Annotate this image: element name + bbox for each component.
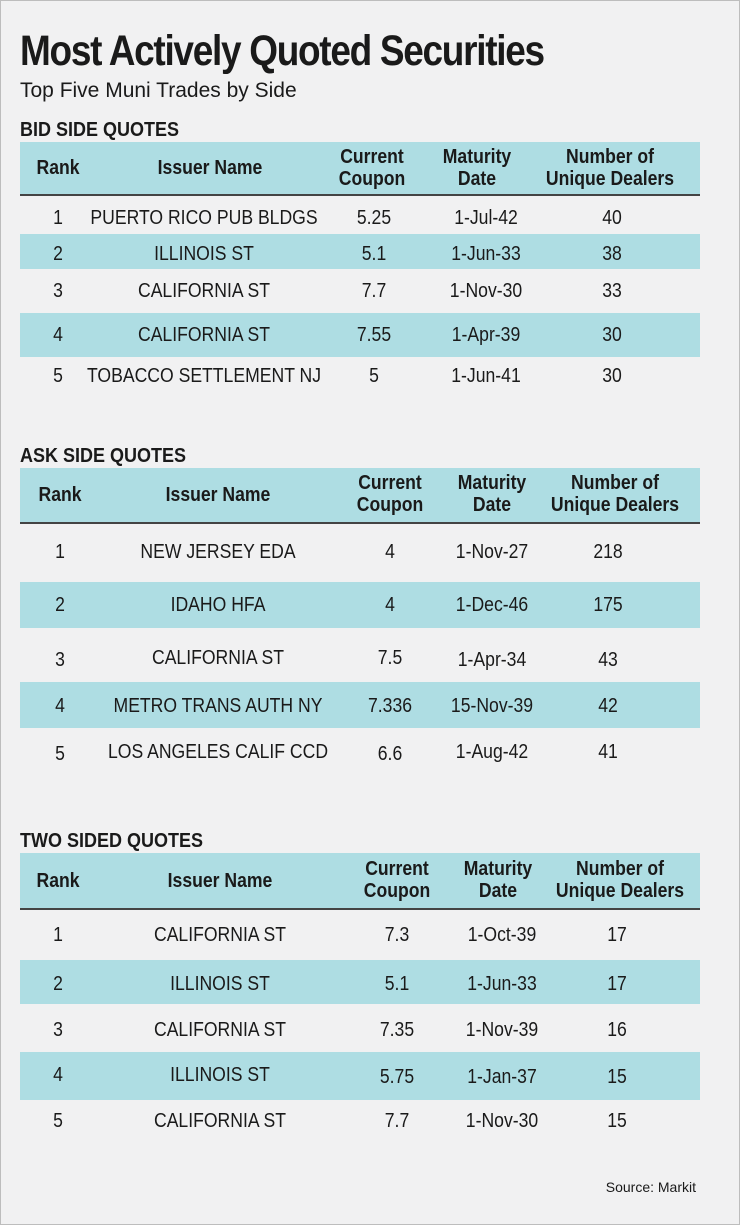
cell-dealers: 41 — [598, 741, 618, 763]
cell-coupon: 7.7 — [384, 1110, 410, 1132]
cell-issuer: CALIFORNIA ST — [153, 1019, 287, 1041]
header-rank: Rank — [38, 484, 82, 506]
header-maturity: Maturity Date — [463, 858, 533, 902]
cell-issuer: TOBACCO SETTLEMENT NJ — [86, 365, 322, 387]
page-title: Most Actively Quoted Securities — [20, 27, 544, 75]
table-header — [20, 853, 700, 910]
header-coupon: Current Coupon — [356, 472, 424, 516]
cell-maturity: 1-Jun-33 — [451, 243, 521, 265]
table-row — [20, 728, 700, 772]
cell-rank: 1 — [53, 207, 63, 229]
cell-coupon: 4 — [385, 594, 395, 616]
page-subtitle: Top Five Muni Trades by Side — [20, 79, 297, 102]
header-issuer: Issuer Name — [167, 870, 273, 892]
header-coupon: Current Coupon — [363, 858, 431, 902]
section-title-bid: BID SIDE QUOTES — [20, 119, 180, 141]
table-row — [20, 357, 700, 395]
cell-dealers: 30 — [602, 365, 622, 387]
table-row — [20, 1052, 700, 1100]
cell-maturity: 1-Dec-46 — [455, 594, 529, 616]
table-header — [20, 468, 700, 524]
cell-coupon: 7.5 — [377, 647, 403, 669]
cell-issuer: CALIFORNIA ST — [153, 1110, 287, 1132]
table-row — [20, 1100, 700, 1142]
section-title-ask: ASK SIDE QUOTES — [20, 445, 187, 467]
cell-dealers: 30 — [602, 324, 622, 346]
cell-issuer: NEW JERSEY EDA — [140, 541, 296, 563]
header-coupon: Current Coupon — [338, 146, 406, 190]
cell-maturity: 1-Aug-42 — [455, 741, 529, 763]
source-credit: Source: Markit — [605, 1179, 696, 1195]
cell-coupon: 5.1 — [361, 243, 387, 265]
cell-dealers: 43 — [598, 649, 618, 671]
cell-rank: 4 — [55, 695, 65, 717]
cell-coupon: 5 — [369, 365, 379, 387]
table-row — [20, 910, 700, 960]
cell-rank: 2 — [53, 243, 63, 265]
header-issuer: Issuer Name — [157, 157, 263, 179]
cell-rank: 3 — [53, 1019, 63, 1041]
header-rank: Rank — [36, 157, 80, 179]
cell-issuer: IDAHO HFA — [170, 594, 266, 616]
cell-issuer: CALIFORNIA ST — [151, 647, 285, 669]
table-header — [20, 142, 700, 196]
cell-dealers: 218 — [593, 541, 623, 563]
cell-dealers: 15 — [607, 1066, 627, 1088]
cell-dealers: 38 — [602, 243, 622, 265]
cell-issuer: LOS ANGELES CALIF CCD — [107, 741, 329, 763]
cell-maturity: 1-Nov-30 — [449, 280, 523, 302]
cell-coupon: 7.336 — [367, 695, 413, 717]
cell-dealers: 40 — [602, 207, 622, 229]
header-maturity: Maturity Date — [442, 146, 512, 190]
cell-coupon: 5.1 — [384, 973, 410, 995]
cell-rank: 1 — [53, 924, 63, 946]
cell-dealers: 17 — [607, 973, 627, 995]
cell-rank: 4 — [53, 1064, 63, 1086]
cell-issuer: ILLINOIS ST — [170, 1064, 270, 1086]
cell-dealers: 17 — [607, 924, 627, 946]
table-row — [20, 960, 700, 1004]
section-title-two-sided: TWO SIDED QUOTES — [20, 830, 204, 852]
cell-issuer: PUERTO RICO PUB BLDGS — [90, 207, 318, 229]
table-row — [20, 582, 700, 628]
cell-rank: 5 — [53, 1110, 63, 1132]
table-row — [20, 524, 700, 582]
cell-coupon: 7.55 — [356, 324, 392, 346]
table-row — [20, 196, 700, 234]
cell-dealers: 33 — [602, 280, 622, 302]
cell-maturity: 1-Jul-42 — [454, 207, 518, 229]
cell-coupon: 7.35 — [379, 1019, 415, 1041]
cell-maturity: 1-Nov-39 — [465, 1019, 539, 1041]
table-row — [20, 313, 700, 357]
cell-issuer: METRO TRANS AUTH NY — [113, 695, 323, 717]
cell-dealers: 42 — [598, 695, 618, 717]
cell-rank: 3 — [55, 649, 65, 671]
cell-rank: 2 — [53, 973, 63, 995]
header-issuer: Issuer Name — [165, 484, 271, 506]
cell-dealers: 16 — [607, 1019, 627, 1041]
cell-coupon: 7.3 — [384, 924, 410, 946]
header-dealers: Number of Unique Dealers — [545, 146, 675, 190]
cell-maturity: 1-Jun-33 — [467, 973, 537, 995]
cell-issuer: CALIFORNIA ST — [137, 280, 271, 302]
cell-rank: 3 — [53, 280, 63, 302]
cell-maturity: 1-Apr-34 — [457, 649, 527, 671]
cell-rank: 5 — [53, 365, 63, 387]
cell-maturity: 1-Apr-39 — [451, 324, 521, 346]
cell-coupon: 5.75 — [379, 1066, 415, 1088]
table-row — [20, 269, 700, 313]
cell-dealers: 175 — [593, 594, 623, 616]
table-row — [20, 628, 700, 682]
cell-issuer: ILLINOIS ST — [170, 973, 270, 995]
cell-maturity: 1-Oct-39 — [467, 924, 537, 946]
cell-rank: 1 — [55, 541, 65, 563]
cell-maturity: 1-Nov-30 — [465, 1110, 539, 1132]
cell-coupon: 4 — [385, 541, 395, 563]
cell-coupon: 5.25 — [356, 207, 392, 229]
cell-maturity: 1-Jun-41 — [451, 365, 521, 387]
cell-coupon: 6.6 — [377, 743, 403, 765]
table-row — [20, 1004, 700, 1052]
cell-rank: 4 — [53, 324, 63, 346]
header-dealers: Number of Unique Dealers — [550, 472, 680, 516]
table-row — [20, 682, 700, 728]
header-rank: Rank — [36, 870, 80, 892]
cell-issuer: ILLINOIS ST — [154, 243, 254, 265]
cell-maturity: 1-Jan-37 — [467, 1066, 537, 1088]
cell-rank: 2 — [55, 594, 65, 616]
header-maturity: Maturity Date — [457, 472, 527, 516]
cell-dealers: 15 — [607, 1110, 627, 1132]
cell-issuer: CALIFORNIA ST — [153, 924, 287, 946]
table-row — [20, 234, 700, 269]
header-dealers: Number of Unique Dealers — [555, 858, 685, 902]
cell-coupon: 7.7 — [361, 280, 387, 302]
cell-issuer: CALIFORNIA ST — [137, 324, 271, 346]
cell-maturity: 1-Nov-27 — [455, 541, 529, 563]
cell-maturity: 15-Nov-39 — [450, 695, 534, 717]
cell-rank: 5 — [55, 743, 65, 765]
